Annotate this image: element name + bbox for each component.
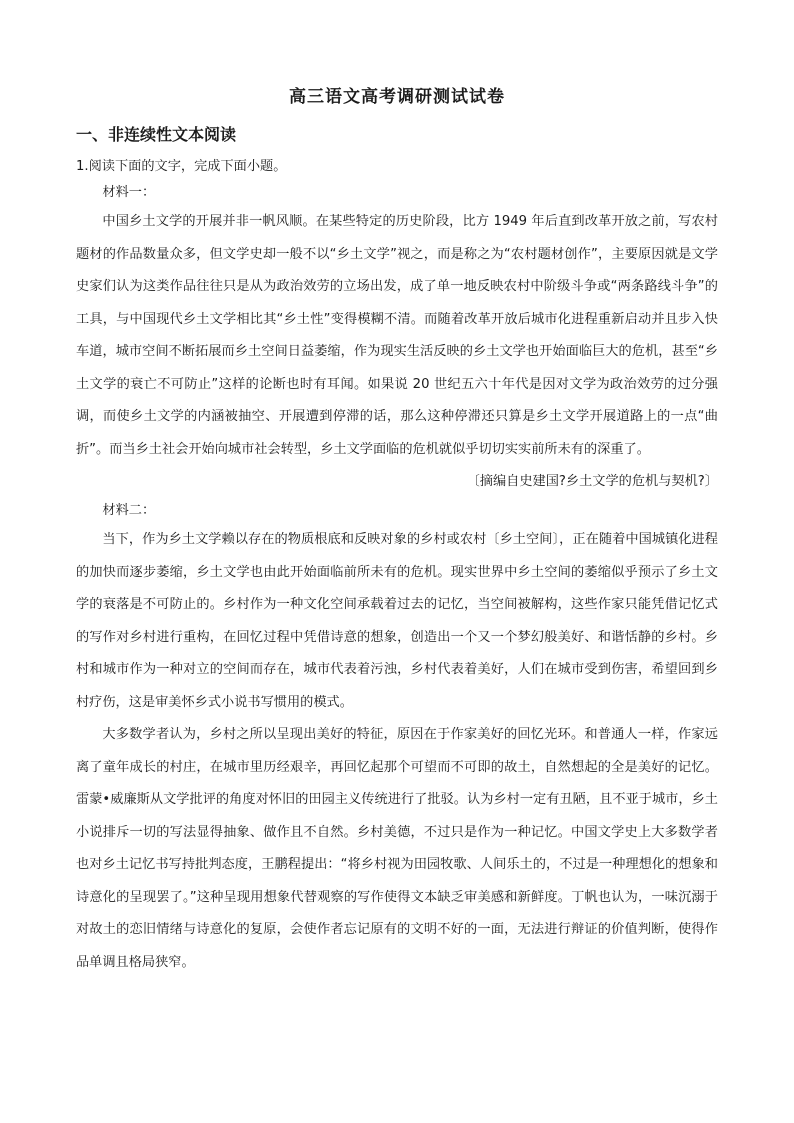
question-intro: 1.阅读下面的文字，完成下面小题。 <box>76 159 287 174</box>
material-one-label: 材料一： <box>102 185 156 200</box>
material-one-source: 〔摘编自史建国?乡土文学的危机与契机?〕 <box>466 474 718 489</box>
material-two-label: 材料二： <box>102 503 156 518</box>
material-one-paragraph: 中国乡土文学的开展并非一帆风顺。在某些特定的历史阶段，比方 1949 年后直到改革开放之前，写农村题材的作品数量众多，但文学史却一般不以“乡土文学”视之，而是称之为“农村题材创作”，主要原因就是文学史家们认为这类作品往往只是从为政治效劳的立场出发，成了单一地反映农村中阶级斗争或“两条路线斗争”的工具，与中国现代乡土文学相比其“乡土性”变得模糊不清。而随着改革开放后城市化进程重新启动并且步入快车道，城市空间不断拓展而乡土空间日益萎缩，作为现实生活反映的乡土文学也开始面临巨大的危机，甚至“乡土文学的衰亡不可防止”这样的论断也时有耳闻。如果说 20 世纪五六十年代是因对文学为政治效劳的过分强调，而使乡土文学的内涵被抽空、开展遭到停滞的话，那么这种停滞还只算是乡土文学开展道路上的一点“曲折”。而当乡土社会开始向城市社会转型，乡土文学面临的危机就似乎切切实实前所未有的深重了。 <box>76 214 718 457</box>
material-two-paragraph-2: 大多数学者认为，乡村之所以呈现出美好的特征，原因在于作家美好的回忆光环。和普通人一样，作家远离了童年成长的村庄，在城市里历经艰辛，再回忆起那个可望而不可即的故土，自然想起的全是美好的记忆。雷蒙•威廉斯从文学批评的角度对怀旧的田园主义传统进行了批驳。认为乡村一定有丑陋，且不亚于城市，乡土小说排斥一切的写法显得抽象、做作且不自然。乡村美德，不过只是作为一种记忆。中国文学史上大多数学者也对乡土记忆书写持批判态度，王鹏程提出：“将乡村视为田园牧歌、人间乐土的，不过是一种理想化的想象和诗意化的呈现罢了。”这种呈现用想象代替观察的写作使得文本缺乏审美感和新鲜度。丁帆也认为，一味沉溺于对故土的恋旧情绪与诗意化的复原，会使作者忘记原有的文明不好的一面，无法进行辩证的价值判断，使得作品单调且格局狭窄。 <box>76 727 718 970</box>
page-title: 高三语文高考调研测试试卷 <box>289 87 505 107</box>
section-heading: 一、非连续性文本阅读 <box>76 125 237 144</box>
material-two-paragraph-1: 当下，作为乡土文学赖以存在的物质根底和反映对象的乡村或农村〔乡土空间〕，正在随着中国城镇化进程的加快而逐步萎缩，乡土文学也由此开始面临前所未有的危机。现实世界中乡土空间的萎缩似乎预示了乡土文学的衰落是不可防止的。乡村作为一种文化空间承载着过去的记忆，当空间被解构，这些作家只能凭借记忆式的写作对乡村进行重构，在回忆过程中凭借诗意的想象，创造出一个又一个梦幻般美好、和谐恬静的乡村。乡村和城市作为一种对立的空间而存在，城市代表着污浊，乡村代表着美好，人们在城市受到伤害，希望回到乡村疗伤，这是审美怀乡式小说书写惯用的模式。 <box>76 532 718 710</box>
